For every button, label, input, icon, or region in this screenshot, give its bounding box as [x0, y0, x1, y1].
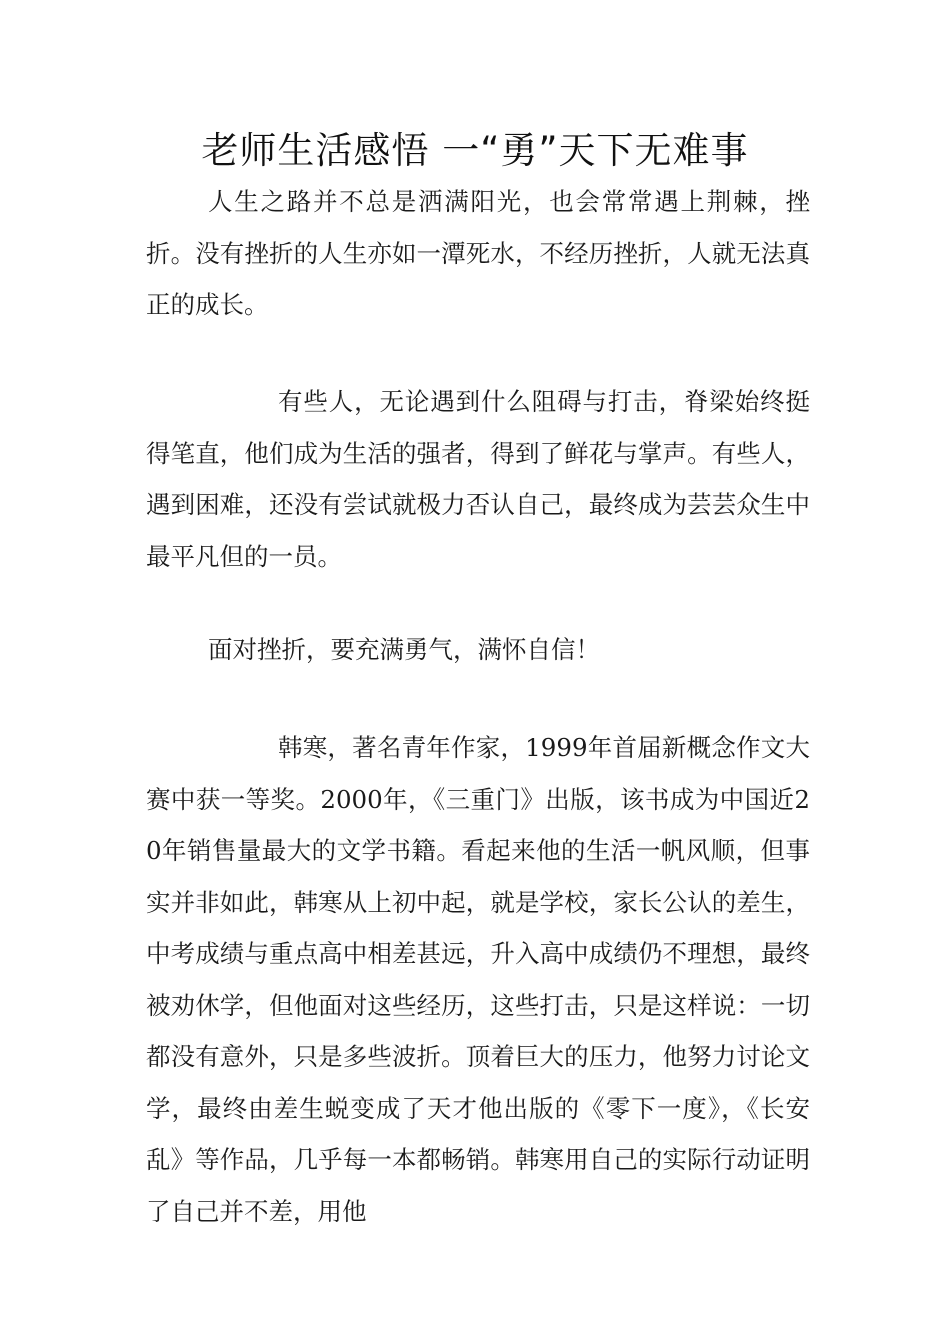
paragraph-2: 有些人，无论遇到什么阻碍与打击，脊梁始终挺得笔直，他们成为生活的强者，得到了鲜花与掌声。有些人，遇到困难，还没有尝试就极力否认自己，最终成为芸芸众生中最平凡但的一员。	[146, 387, 810, 571]
paragraph-1: 人生之路并不总是洒满阳光，也会常常遇上荆棘，挫折。没有挫折的人生亦如一潭死水，不经历挫折，人就无法真正的成长。	[146, 187, 810, 319]
document-title: 老师生活感悟 一“勇”天下无难事	[201, 129, 749, 172]
paragraph-3: 面对挫折，要充满勇气，满怀自信！	[208, 635, 600, 664]
paragraph-4: 韩寒，著名青年作家，1999年首届新概念作文大赛中获一等奖。2000年，《三重门》出版，该书成为中国近20年销售量最大的文学书籍。看起来他的生活一帆风顺，但事实并非如此，韩寒从上初中起，就是学校，家长公认的差生，中考成绩与重点高中相差甚远，升入高中成绩仍不理想，最终被劝休学，但他面对这些经历，这些打击，只是这样说：一切都没有意外，只是多些波折。顶着巨大的压力，他努力讨论文学，最终由差生蜕变成了天才他出版的《零下一度》，《长安乱》等作品，几乎每一本都畅销。韩寒用自己的实际行动证明了自己并不差，用他	[146, 733, 810, 1226]
